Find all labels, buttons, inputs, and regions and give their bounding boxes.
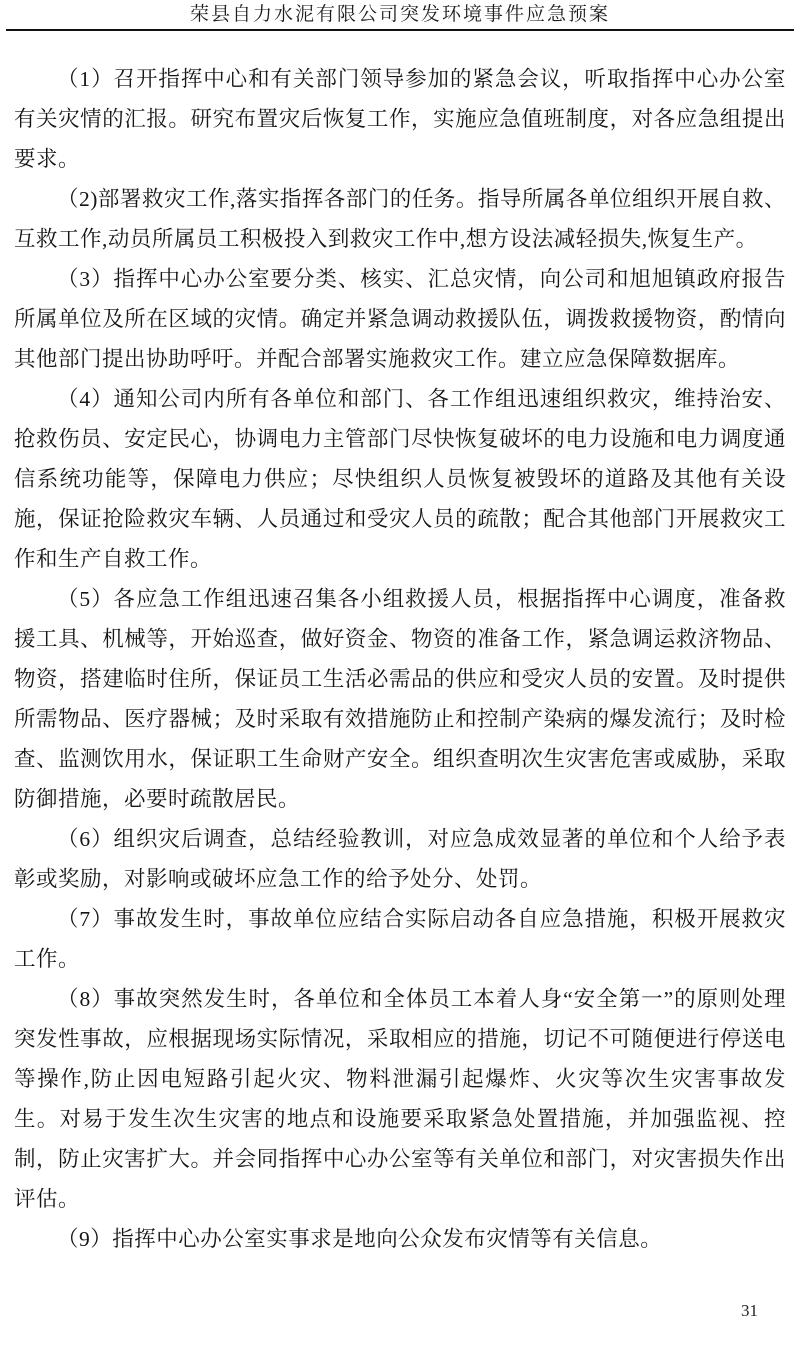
paragraph-9: （9）指挥中心办公室实事求是地向公众发布灾情等有关信息。 bbox=[57, 1227, 663, 1251]
document-header-title: 荣县自力水泥有限公司突发环境事件应急预案 bbox=[189, 4, 610, 25]
paragraph-1: （1）召开指挥中心和有关部门领导参加的紧急会议，听取指挥中心办公室有关灾情的汇报。研究布置灾后恢复工作，实施应急值班制度，对各应急组提出要求。 bbox=[14, 67, 786, 171]
paragraph-2: （2)部署救灾工作,落实指挥各部门的任务。指导所属各单位组织开展自救、互救工作,动员所属员工积极投入到救灾工作中,想方设法减轻损失,恢复生产。 bbox=[14, 187, 786, 251]
paragraph-6: （6）组织灾后调查，总结经验教训，对应急成效显著的单位和个人给予表彰或奖励，对影响或破坏应急工作的给予处分、处罚。 bbox=[14, 827, 786, 891]
page-number: 31 bbox=[741, 1301, 758, 1320]
page-header bbox=[0, 0, 800, 31]
paragraph-3: （3）指挥中心办公室要分类、核实、汇总灾情，向公司和旭旭镇政府报告所属单位及所在区域的灾情。确定并紧急调动救援队伍，调拨救援物资，酌情向其他部门提出协助呼吁。并配合部署实施救灾工作。建立应急保障数据库。 bbox=[14, 267, 786, 371]
paragraph-5: （5）各应急工作组迅速召集各小组救援人员，根据指挥中心调度，准备救援工具、机械等，开始巡查，做好资金、物资的准备工作，紧急调运救济物品、物资，搭建临时住所，保证员工生活必需品的供应和受灾人员的安置。及时提供所需物品、医疗器械；及时采取有效措施防止和控制产染病的爆发流行；及时检查、监测饮用水，保证职工生命财产安全。组织查明次生灾害危害或威胁，采取防御措施，必要时疏散居民。 bbox=[14, 587, 786, 811]
paragraph-8: （8）事故突然发生时，各单位和全体员工本着人身“安全第一”的原则处理突发性事故，应根据现场实际情况，采取相应的措施，切记不可随便进行停送电等操作,防止因电短路引起火灾、物料泄漏引起爆炸、火灾等次生灾害事故发生。对易于发生次生灾害的地点和设施要采取紧急处置措施，并加强监视、控制，防止灾害扩大。并会同指挥中心办公室等有关单位和部门，对灾害损失作出评估。 bbox=[14, 987, 786, 1211]
paragraph-4: （4）通知公司内所有各单位和部门、各工作组迅速组织救灾，维持治安、抢救伤员、安定民心，协调电力主管部门尽快恢复破坏的电力设施和电力调度通信系统功能等，保障电力供应；尽快组织人员恢复被毁坏的道路及其他有关设施，保证抢险救灾车辆、人员通过和受灾人员的疏散；配合其他部门开展救灾工作和生产自救工作。 bbox=[14, 387, 786, 571]
document-body bbox=[0, 31, 800, 1259]
paragraph-7: （7）事故发生时，事故单位应结合实际启动各自应急措施，积极开展救灾工作。 bbox=[14, 907, 786, 971]
page-footer bbox=[741, 1301, 758, 1321]
